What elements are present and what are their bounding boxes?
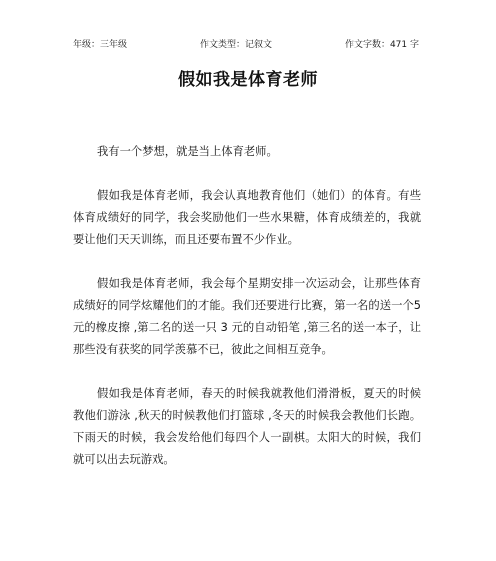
- word-count-label: 作文字数：471 字: [344, 40, 419, 50]
- paragraph: 假如我是体育老师，我会每个星期安排一次运动会，让那些体育成绩好的同学炫耀他们的才能。我们还要进行比赛，第一名的送一个5 元的橡皮擦 ,第二名的送一只 3 元的自动铅笔 ,第三名的送一本子，让那些没有获奖的同学羡慕不已，彼此之间相互竞争。: [73, 277, 421, 356]
- document-meta-row: [73, 38, 419, 52]
- paragraph: 假如我是体育老师，春天的时候我就教他们滑滑板，夏天的时候教他们游泳 ,秋天的时候教他们打篮球 ,冬天的时候我会教他们长跑。下雨天的时候，我会发给他们每四个人一副棋。太阳大的时候，我们就可以出去玩游戏。: [73, 387, 421, 466]
- grade-label: 年级：三年级: [73, 40, 128, 50]
- paragraph: 假如我是体育老师，我会认真地教育他们（她们）的体育。有些体育成绩好的同学，我会奖励他们一些水果糖，体育成绩差的，我就要让他们天天训练，而且还要布置不少作业。: [73, 189, 421, 246]
- document-body: [73, 141, 421, 493]
- essay-type-label: 作文类型：记叙文: [200, 40, 273, 50]
- paragraph: 我有一个梦想，就是当上体育老师。: [97, 145, 278, 158]
- document-title: 假如我是体育老师: [178, 70, 318, 90]
